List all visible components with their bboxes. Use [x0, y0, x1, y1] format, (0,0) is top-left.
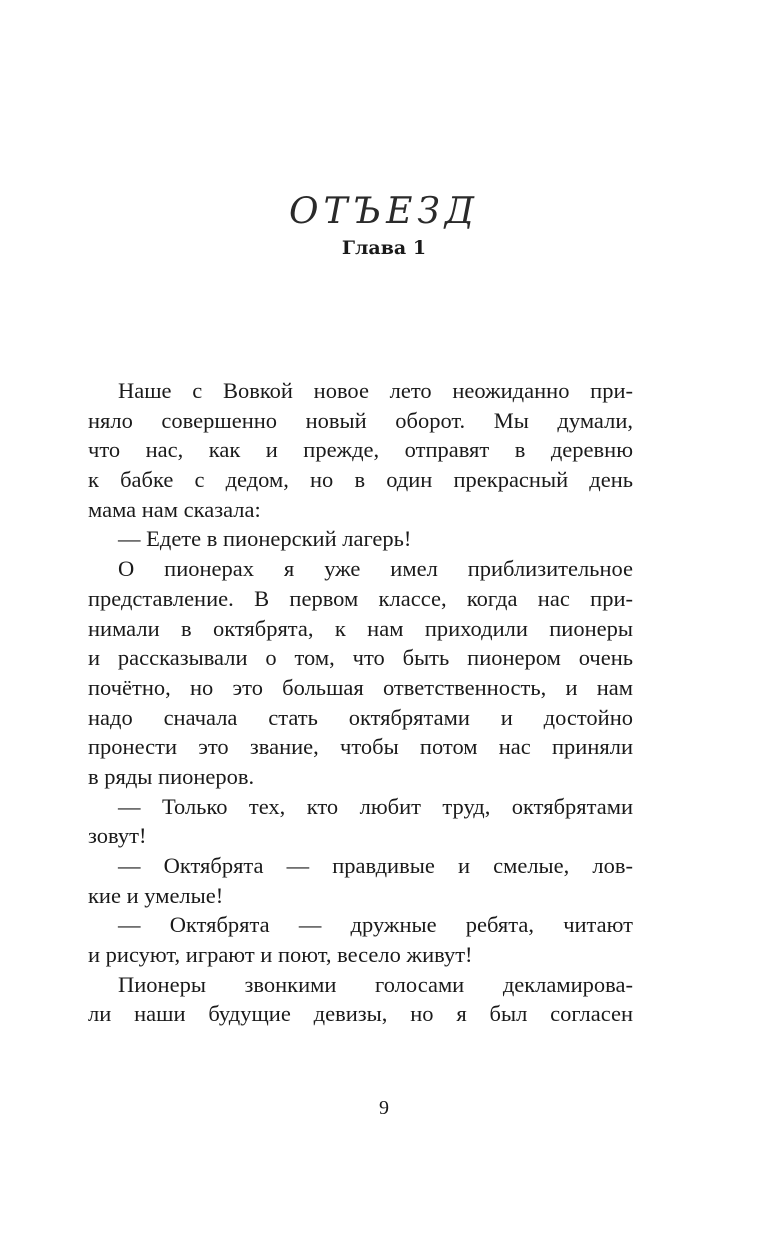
text-line: нимали в октябрята, к нам приходили пионеры	[88, 615, 633, 641]
text-line: и рисуют, играют и поют, весело живут!	[88, 942, 473, 968]
body-text	[88, 376, 633, 1029]
text-line: что нас, как и прежде, отправят в деревню	[88, 437, 633, 463]
text-line: кие и умелые!	[88, 882, 224, 908]
text-line: О пионерах я уже имел приблизительное	[118, 556, 633, 582]
text-line: зовут!	[88, 823, 147, 849]
text-line: почётно, но это большая ответственность, и нам	[88, 674, 633, 700]
text-line: няло совершенно новый оборот. Мы думали,	[88, 407, 633, 433]
text-line: представление. В первом классе, когда нас при-	[88, 585, 633, 611]
text-line: — Октябрята — дружные ребята, читают	[118, 912, 633, 938]
chapter-title	[279, 188, 489, 236]
text-line: мама нам сказала:	[88, 496, 261, 522]
text-line: — Едете в пионерский лагерь!	[118, 526, 412, 552]
text-line: Пионеры звонкими голосами декламирова-	[118, 971, 633, 997]
chapter-heading	[0, 188, 768, 260]
text-line: в ряды пионеров.	[88, 763, 255, 789]
chapter-number: Глава 1	[341, 237, 427, 259]
text-line: надо сначала стать октябрятами и достойно	[88, 704, 633, 730]
text-line: — Только тех, кто любит труд, октябрятами	[118, 793, 633, 819]
chapter-title-text: ОТЪЕЗД	[288, 191, 480, 232]
text-line: — Октябрята — правдивые и смелые, лов-	[118, 853, 633, 878]
text-line: и рассказывали о том, что быть пионером очень	[88, 645, 633, 671]
page-number: 9	[379, 1097, 389, 1119]
text-line: ли наши будущие девизы, но я был согласен	[88, 1001, 633, 1027]
text-line: к бабке с дедом, но в один прекрасный день	[88, 467, 633, 493]
text-line: Наше с Вовкой новое лето неожиданно при-	[118, 378, 633, 403]
text-line: пронести это звание, чтобы потом нас приняли	[88, 734, 633, 760]
